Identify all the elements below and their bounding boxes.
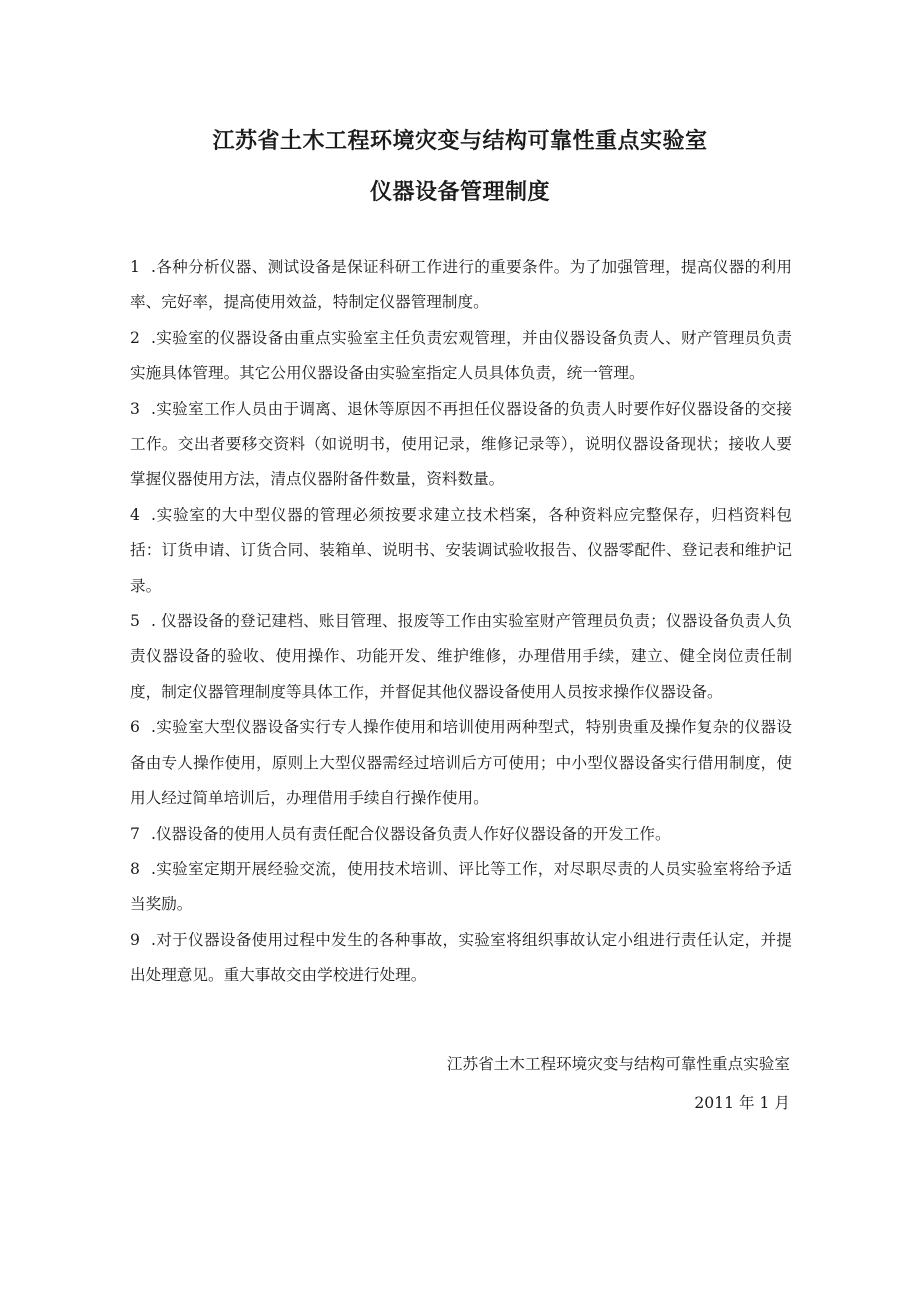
rule-number: 6 — [130, 718, 140, 737]
rule-item-1 — [130, 250, 792, 321]
rule-item-5 — [130, 604, 792, 710]
rule-number: 7 — [130, 824, 140, 843]
rule-text: .实验室工作人员由于调离、退休等原因不再担任仪器设备的负责人时要作好仪器设备的交接工作。交出者要移交资料（如说明书，使用记录，维修记录等），说明仪器设备现状；接收人要掌握仪器使用方法，清点仪器附备件数量，资料数量。 — [130, 399, 792, 489]
rule-text: . 仪器设备的登记建档、账目管理、报废等工作由实验室财产管理员负责；仪器设备负责人负责仪器设备的验收、使用操作、功能开发、维护维修，办理借用手续，建立、健全岗位责任制度，制定仪器管理制度等具体工作，并督促其他仪器设备使用人员按求操作仪器设备。 — [130, 612, 792, 701]
rule-text: .实验室的仪器设备由重点实验室主任负责宏观管理，并由仪器设备负责人、财产管理员负责实施具体管理。其它公用仪器设备由实验室指定人员具体负责，统一管理。 — [130, 328, 792, 383]
document-body — [130, 250, 792, 994]
rule-number: 4 — [130, 505, 140, 524]
rule-number: 8 — [130, 859, 140, 878]
rule-text: .仪器设备的使用人员有责任配合仪器设备负责人作好仪器设备的开发工作。 — [151, 824, 671, 843]
signature-organization: 江苏省土木工程环境灾变与结构可靠性重点实验室 — [446, 1055, 790, 1073]
rule-item-2 — [130, 321, 792, 392]
rule-item-6 — [130, 710, 792, 816]
rule-number: 1 — [130, 258, 140, 276]
rule-number: 5 — [130, 612, 140, 631]
document-title: 江苏省土木工程环境灾变与结构可靠性重点实验室 — [212, 129, 708, 154]
document-subtitle: 仪器设备管理制度 — [369, 180, 550, 205]
rule-text: .各种分析仪器、测试设备是保证科研工作进行的重要条件。为了加强管理，提高仪器的利用率、完好率，提高使用效益，特制定仪器管理制度。 — [130, 258, 792, 312]
rule-text: .实验室定期开展经验交流，使用技术培训、评比等工作，对尽职尽责的人员实验室将给予适当奖励。 — [130, 859, 792, 914]
rule-item-8 — [130, 852, 792, 923]
rule-item-4 — [130, 498, 792, 604]
rule-item-9 — [130, 923, 792, 994]
rule-text: .实验室的大中型仪器的管理必须按要求建立技术档案，各种资料应完整保存，归档资料包括：订货申请、订货合同、装箱单、说明书、安装调试验收报告、仪器零配件、登记表和维护记录。 — [130, 505, 792, 595]
rule-number: 2 — [130, 328, 140, 347]
rule-number: 9 — [130, 930, 140, 949]
rule-text: .对于仪器设备使用过程中发生的各种事故，实验室将组织事故认定小组进行责任认定，并提出处理意见。重大事故交由学校进行处理。 — [130, 930, 792, 985]
rule-item-3 — [130, 392, 792, 498]
rule-number: 3 — [130, 399, 140, 418]
signature-date: 2011 年 1 月 — [694, 1094, 790, 1112]
rule-text: .实验室大型仪器设备实行专人操作使用和培训使用两种型式，特别贵重及操作复杂的仪器设备由专人操作使用，原则上大型仪器需经过培训后方可使用；中小型仪器设备实行借用制度，使用人经过简单培训后，办理借用手续自行操作使用。 — [130, 718, 792, 808]
rule-item-7 — [130, 817, 792, 852]
